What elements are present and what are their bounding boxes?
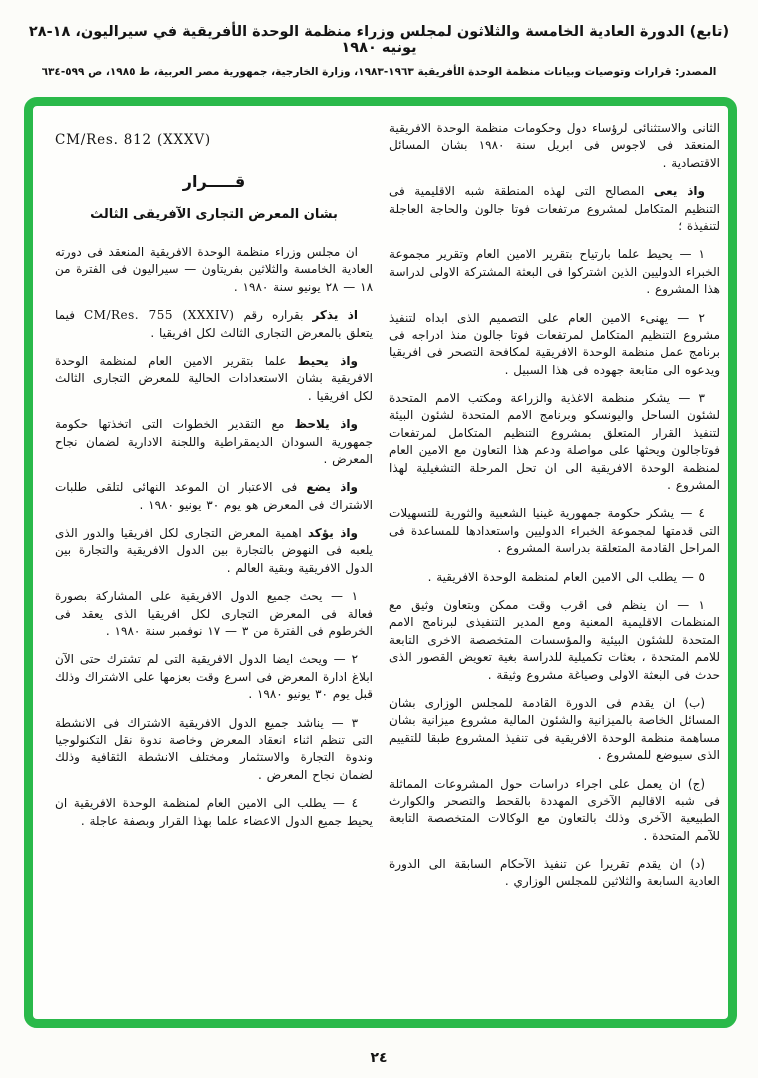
paragraph-lead: اذ يذكر	[312, 308, 358, 323]
two-column-layout	[33, 106, 728, 1019]
page-number: ٢٤	[370, 1050, 388, 1066]
resolution-paragraph	[55, 416, 373, 468]
continuation-paragraph: ١ — يحيط علما بارتياح بتقرير الامين العام وتقرير مجموعة الخبراء الدوليين الذين اشتركوا فى البعثة المشتركة الاولى لدراسة هذا المشروع .	[389, 247, 720, 297]
paragraph-lead: واذ يلاحظ	[294, 417, 359, 432]
resolution-paragraph	[55, 307, 373, 342]
paragraph-text: فى الاعتبار ان الموعد النهائى لتلقى طلبات الاشتراك فى المعرض هو يوم ٣٠ يونيو ١٩٨٠ .	[55, 480, 374, 512]
paragraph-lead: واذ يؤكد	[307, 526, 359, 541]
paragraph-lead: واذ يعى	[653, 184, 705, 199]
continuation-paragraph	[389, 183, 720, 235]
paragraph-text: مع التقدير الخطوات التى اتخذتها حكومة جمهورية السودان الديمقراطية واللجنة الادارية لضمان نجاح المعرض .	[55, 417, 374, 466]
paragraph-lead: واذ يحيط	[297, 353, 359, 368]
continuation-paragraph: (ج) ان يعمل على اجراء دراسات حول المشروعات المماثلة فى شبه الاقاليم الآخرى المهددة بالقحط والتصحر والكوارث الطبيعية الآخرى وذلك بالتعاون مع الوكالات المتخصصة التابعة للآمم المتحدة .	[389, 776, 720, 843]
paragraph-text: فيما يتعلق بالمعرض التجارى الثالث لكل افريقيا .	[55, 308, 374, 340]
resolution-paragraph	[55, 525, 373, 577]
continuation-paragraph: ٥ — يطلب الى الامين العام لمنظمة الوحدة الافريقية .	[427, 569, 705, 584]
paragraph-lead: واذ يضع	[306, 480, 359, 495]
paragraph-text: اهمية المعرض التجارى لكل افريقيا والدور الذى يلعبه فى النهوض بالتجارة بين الدول الافريقية والتجارة بين الدول الافريقية وبقية العالم .	[55, 526, 374, 575]
continuation-paragraph: (د) ان يقدم تقريرا عن تنفيذ الآحكام السابقة الى الدورة العادية السابعة والثلاثين للمجلس الوزاري .	[389, 857, 720, 889]
continuation-paragraph: (ب) ان يقدم فى الدورة القادمة للمجلس الوزارى بشان المسائل الخاصة بالميزانية والشئون المالية مشروع ميزانية بشان مساهمة منظمة الوحدة الافريقية فى تنفيذ المشروع طبقا للتقييم الذى سيوضع للمشروع .	[389, 695, 720, 763]
continuation-paragraph: ١ — ان ينظم فى اقرب وقت ممكن وبتعاون وثيق مع المنظمات الاقليمية المعنية ومع المدير التنفيذى لبرنامج الامم المتحدة للشئون البيئية والمؤسسات المتخصصة الاخرى التابعة للامم المتحدة ، بعثات تكميلية للدراسة بغية تعويض القصور الذى حدث فى البعثة الاولى وصياغة مشروع وثيقة .	[389, 597, 720, 682]
resolution-paragraph: ٣ — يناشد جميع الدول الافريقية الاشتراك فى الانشطة التى تنظم اثناء انعقاد المعرض وخاصة ندوة نقل التكنولوجيا وندوة التجارة والاستثمار ومختلف الانشطة الثقافية وذلك لضمان نجاح المعرض .	[55, 715, 374, 782]
continuation-paragraph: الثانى والاستثنائى لرؤساء دول وحكومات منظمة الوحدة الافريقية المنعقد فى لاجوس فى ابريل سنة ١٩٨٠ بشان المسائل الاقتصادية .	[389, 121, 720, 170]
resolution-paragraph: ٤ — يطلب الى الامين العام لمنظمة الوحدة الافريقية ان يحيط جميع الدول الاعضاء علما بهذا القرار وبصفة عاجلة .	[55, 796, 374, 828]
continuation-paragraph: ٣ — يشكر منظمة الاغذية والزراعة ومكتب الامم المتحدة لشئون الساحل واليونسكو وبرنامج الامم المتحدة لشئون البيئة لتنفيذ القرار المتعلق بمشروع التنظيم المتكامل لمرتفعات فوتاجالون ويحثها على مواصلة ودعم هذا التعاون مع الامين العام لمنظمة الوحدة الافريقية الى ان تحل المرحلة التشغيلية لهذا المشروع .	[389, 391, 720, 493]
resolution-paragraph: ٢ — ويحث ايضا الدول الافريقية التى لم تشترك حتى الآن ابلاغ ادارة المعرض فى اسرع وقت بعزمها على الاشتراك وذلك قبل يوم ٣٠ يونيو ١٩٨٠ .	[55, 652, 374, 702]
continuation-paragraph: ٤ — يشكر حكومة جمهورية غينيا الشعبية والثورية للتسهيلات التى قدمتها لمجموعة الخبراء الدوليين واستعدادها للمساعدة فى المراحل القادمة المتعلقة بدراسة المشروع .	[389, 506, 720, 556]
resolution-paragraph: ان مجلس وزراء منظمة الوحدة الافريقية المنعقد فى دورته العادية الخامسة والثلاثين بفريتاون — سيراليون فى الفترة من ١٨ — ٢٨ يونيو سنة ١٩٨٠ .	[55, 245, 374, 294]
continuation-column	[389, 120, 720, 1009]
inline-resolution-reference: CM/Res. 755 (XXXIV)	[83, 308, 235, 323]
continuation-paragraph: ٢ — يهنىء الامين العام على التصميم الذى ابداه لتنفيذ مشروع التنظيم المتكامل لمرتفعات فوتا جالون منذ ادراجه فى برنامج عمل منظمة الوحدة الافريقية لمكافحة التصحر فى افريقيا ويدعوه الى متابعة جهوده فى هذا السبيل .	[389, 310, 720, 377]
resolution-paragraph	[55, 479, 373, 514]
resolution-reference: CM/Res. 812 (XXXV)	[55, 132, 211, 148]
source-citation: المصدر: قرارات وتوصيات وبيانات منظمة الوحدة الأفريقية ١٩٦٣-١٩٨٣، وزارة الخارجية، جمهورية مصر العربية، ط ١٩٨٥، ص ٥٩٩-٦٣٤	[41, 66, 717, 78]
paragraph-text: بقراره رقم	[243, 308, 304, 323]
page-header	[28, 24, 730, 78]
paragraph-text: المصالح التى لهذه المنطقة شبه الاقليمية فى التنظيم المتكامل لمشروع مرتفعات فوتا جالون والحاجة العاجلة لتنفيذة ؛	[389, 184, 720, 233]
paragraph-text: علما بتقرير الامين العام لمنظمة الوحدة الافريقية بشان الاستعدادات الحالية للمعرض التجارى الثالث لكل افريقيا .	[55, 353, 374, 403]
session-title: (تابع) الدورة العادية الخامسة والثلاثون لمجلس وزراء منظمة الوحدة الأفريقية في سيراليون، ١٨-٢٨ يونيه ١٩٨٠	[28, 24, 730, 56]
resolution-subtitle: بشان المعرض التجارى الآفريقى الثالث	[90, 207, 338, 222]
resolution-column	[55, 120, 373, 1009]
green-border-frame	[24, 97, 737, 1028]
resolution-paragraph	[55, 353, 373, 405]
resolution-paragraph: ١ — يحث جميع الدول الافريقية على المشاركة بصورة فعالة فى المعرض التجارى لكل افريقيا الذى يعقد فى الخرطوم فى الفترة من ٣ — ١٧ نوفمبر سنة ١٩٨٠ .	[55, 589, 374, 639]
resolution-title: قـــــرار	[182, 172, 246, 191]
